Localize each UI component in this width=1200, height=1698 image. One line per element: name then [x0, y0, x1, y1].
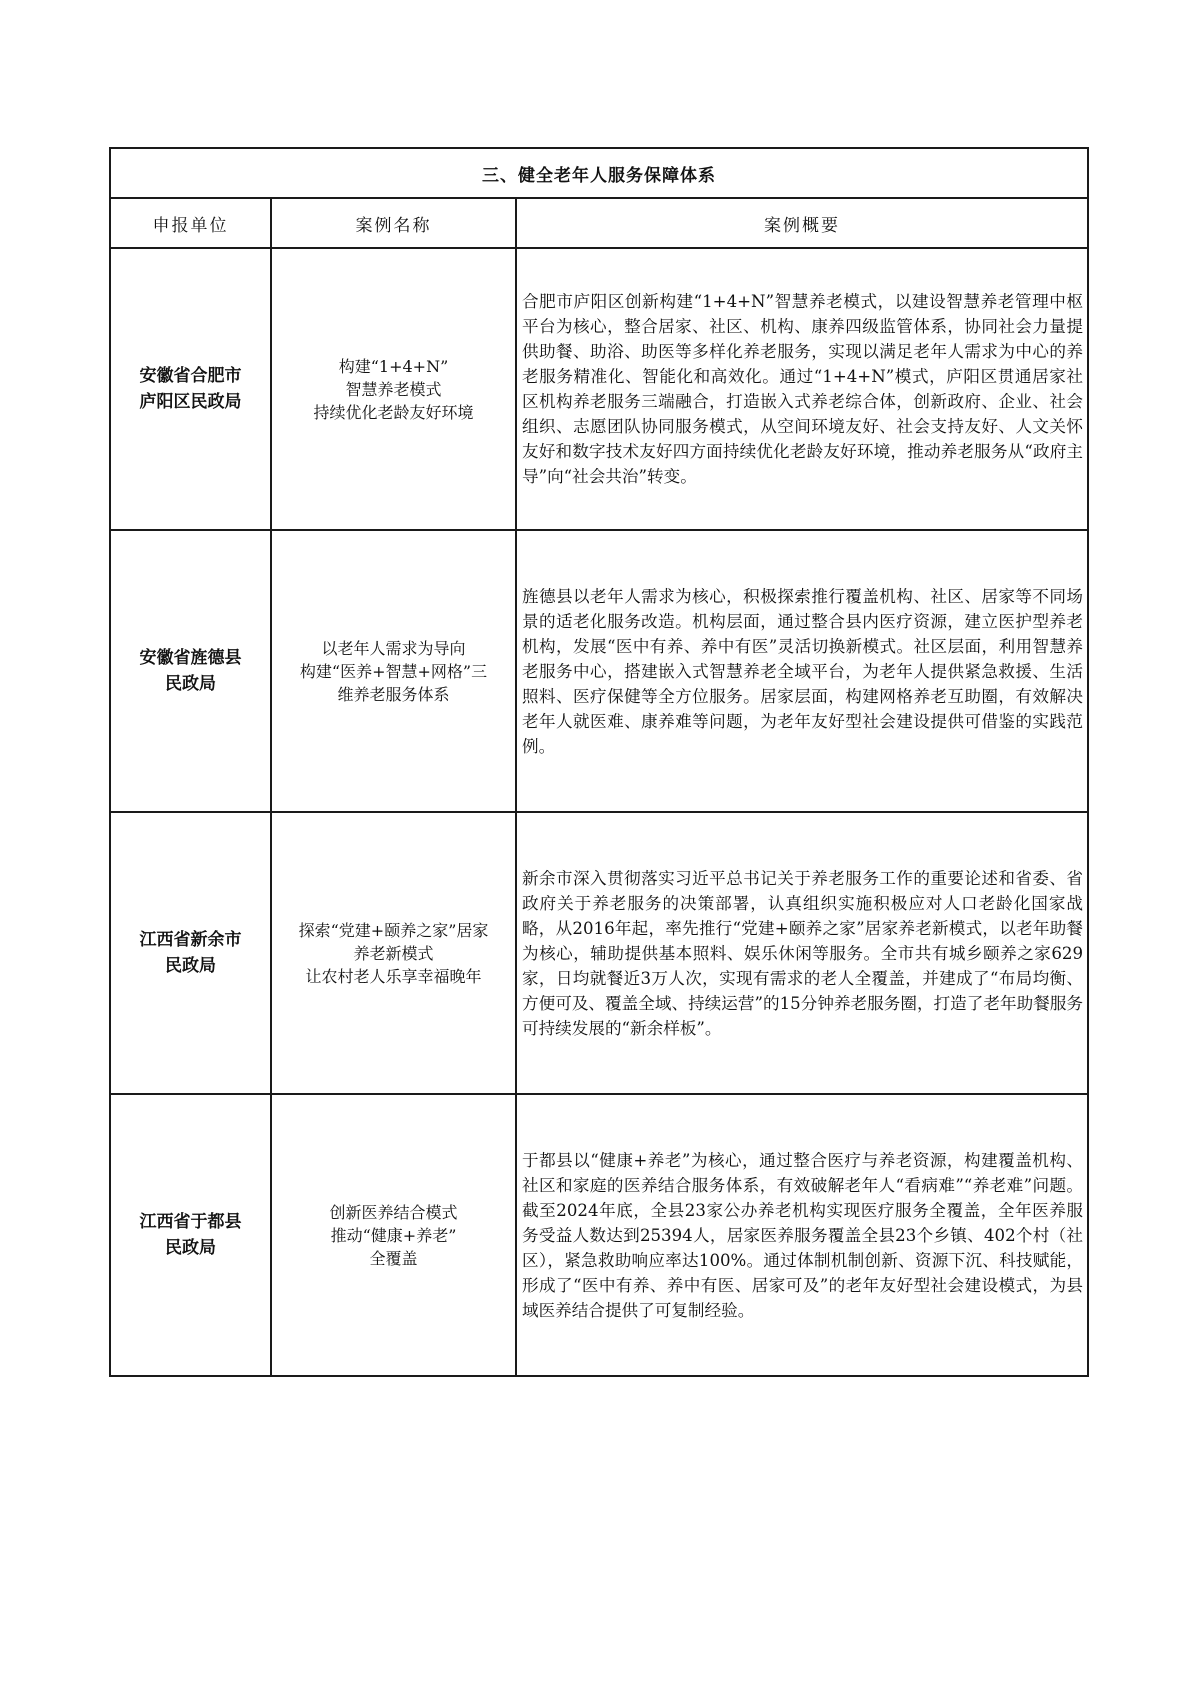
- table-title-row: [110, 148, 1088, 198]
- case-name-cell: [271, 248, 516, 530]
- unit-line: 民政局: [165, 956, 216, 976]
- case-name-line: 构建“1+4+N”: [338, 356, 449, 376]
- case-name-line: 推动“健康+养老”: [330, 1225, 457, 1245]
- case-summary: 于都县以“健康+养老”为核心，通过整合医疗与养老资源，构建覆盖机构、社区和家庭的医养结合服务体系，有效破解老年人“看病难”“养老难”问题。截至2024年底，全县23家公办养老机构实现医疗服务全覆盖，全年医养服务受益人数达到25394人，居家医养服务覆盖全县23个乡镇、402个村（社区），紧急救助响应率达100%。通过体制机制创新、资源下沉、科技赋能，形成了“医中有养、养中有医、居家可及”的老年友好型社会建设模式，为县域医养结合提供了可复制经验。: [516, 1094, 1088, 1376]
- case-table: [109, 147, 1089, 1377]
- unit-cell: [110, 812, 271, 1094]
- case-name-line: 以老年人需求为导向: [321, 638, 466, 658]
- table-row: [110, 530, 1088, 812]
- unit-line: 江西省新余市: [139, 930, 242, 950]
- unit-line: 民政局: [165, 1238, 216, 1258]
- column-header-unit: 申报单位: [110, 198, 271, 248]
- case-name-line: 持续优化老龄友好环境: [313, 402, 474, 422]
- case-name-line: 全覆盖: [369, 1248, 418, 1268]
- column-header-summary: 案例概要: [516, 198, 1088, 248]
- column-header-case-name: 案例名称: [271, 198, 516, 248]
- case-name-line: 智慧养老模式: [345, 379, 442, 399]
- unit-line: 江西省于都县: [139, 1212, 242, 1232]
- unit-line: 民政局: [165, 674, 216, 694]
- case-summary: 旌德县以老年人需求为核心，积极探索推行覆盖机构、社区、居家等不同场景的适老化服务改造。机构层面，通过整合县内医疗资源，建立医护型养老机构，发展“医中有养、养中有医”灵活切换新模式。社区层面，利用智慧养老服务中心，搭建嵌入式智慧养老全域平台，为老年人提供紧急救援、生活照料、医疗保健等全方位服务。居家层面，构建网格养老互助圈，有效解决老年人就医难、康养难等问题，为老年友好型社会建设提供可借鉴的实践范例。: [516, 530, 1088, 812]
- section-title: 三、健全老年人服务保障体系: [110, 148, 1088, 198]
- unit-line: 安徽省旌德县: [139, 648, 242, 668]
- table-header-row: [110, 198, 1088, 248]
- case-name-line: 创新医养结合模式: [329, 1202, 458, 1222]
- unit-cell: [110, 1094, 271, 1376]
- case-name-line: 让农村老人乐享幸福晚年: [305, 966, 482, 986]
- table-row: [110, 1094, 1088, 1376]
- case-summary: 合肥市庐阳区创新构建“1+4+N”智慧养老模式，以建设智慧养老管理中枢平台为核心，整合居家、社区、机构、康养四级监管体系，协同社会力量提供助餐、助浴、助医等多样化养老服务，实现以满足老年人需求为中心的养老服务精准化、智能化和高效化。通过“1+4+N”模式，庐阳区贯通居家社区机构养老服务三端融合，打造嵌入式养老综合体，创新政府、企业、社会组织、志愿团队协同服务模式，从空间环境友好、社会支持友好、人文关怀友好和数字技术友好四方面持续优化老龄友好环境，推动养老服务从“政府主导”向“社会共治”转变。: [516, 248, 1088, 530]
- case-summary: 新余市深入贯彻落实习近平总书记关于养老服务工作的重要论述和省委、省政府关于养老服务的决策部署，认真组织实施积极应对人口老龄化国家战略，从2016年起，率先推行“党建+颐养之家”居家养老新模式，以老年助餐为核心，辅助提供基本照料、娱乐休闲等服务。全市共有城乡颐养之家629家，日均就餐近3万人次，实现有需求的老人全覆盖，并建成了“布局均衡、方便可及、覆盖全域、持续运营”的15分钟养老服务圈，打造了老年助餐服务可持续发展的“新余样板”。: [516, 812, 1088, 1094]
- table-row: [110, 812, 1088, 1094]
- case-name-line: 探索“党建+颐养之家”居家: [298, 920, 489, 940]
- case-name-cell: [271, 530, 516, 812]
- case-name-line: 维养老服务体系: [337, 684, 450, 704]
- unit-line: 安徽省合肥市: [139, 366, 242, 386]
- unit-cell: [110, 530, 271, 812]
- case-name-cell: [271, 812, 516, 1094]
- case-name-line: 养老新模式: [353, 943, 434, 963]
- case-name-line: 构建“医养+智慧+网格”三: [299, 661, 488, 681]
- case-name-cell: [271, 1094, 516, 1376]
- table-row: [110, 248, 1088, 530]
- unit-line: 庐阳区民政局: [139, 392, 242, 412]
- unit-cell: [110, 248, 271, 530]
